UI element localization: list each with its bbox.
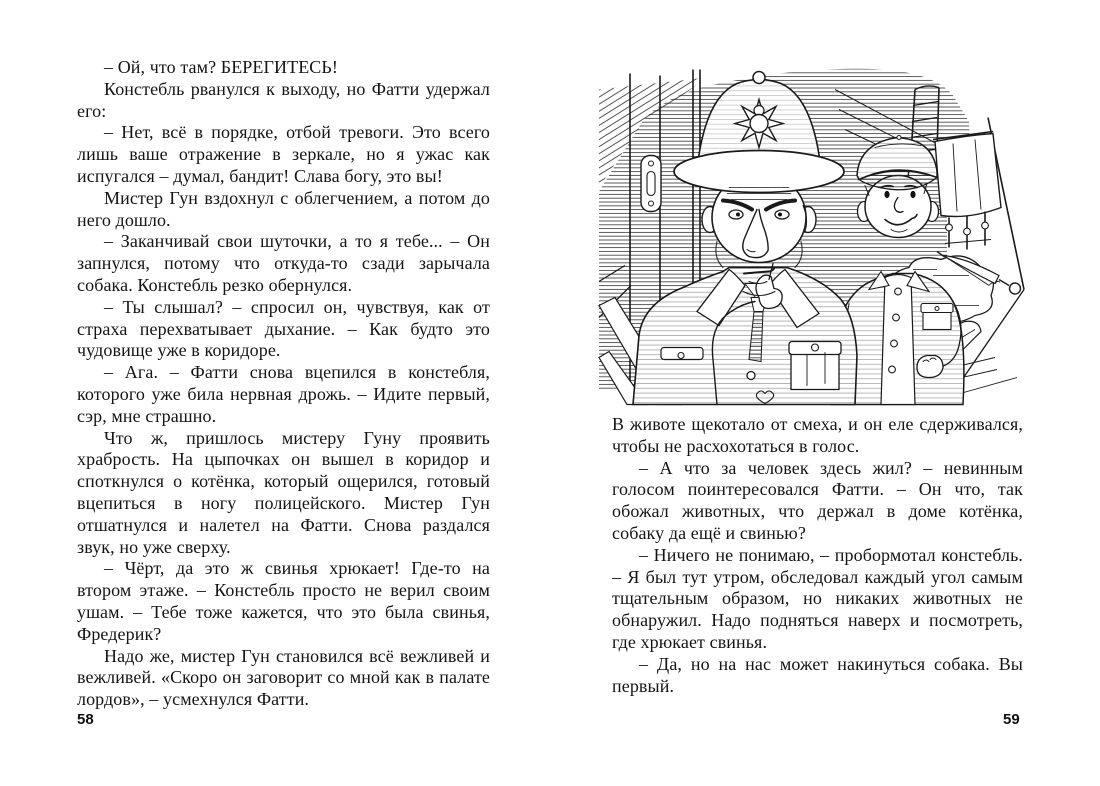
page-number-right: 59 bbox=[1003, 711, 1020, 728]
door-handle bbox=[641, 156, 661, 212]
paragraph: Мистер Гун вздохнул с облегчением, а потом до него дошло. bbox=[77, 187, 490, 230]
left-page-text bbox=[77, 57, 490, 711]
paragraph: – Да, но на нас может накинуться собака. Вы первый. bbox=[612, 653, 1023, 696]
paragraph: Надо же, мистер Гун становился всё вежливей и вежливей. «Скоро он заговорит со мной как в палате лордов», – усмехнулся Фатти. bbox=[77, 645, 490, 710]
paragraph: – Ой, что там? БЕРЕГИТЕСЬ! bbox=[104, 57, 338, 77]
helmet-star-badge bbox=[735, 100, 783, 148]
right-page-text bbox=[612, 414, 1023, 697]
paragraph: – Заканчивай свои шуточки, а то я тебе... – Он запнулся, потому что откуда-то сзади зарычала собака. Констебль резко обернулся. bbox=[77, 231, 490, 295]
paragraph: – Ничего не понимаю, – пробормотал констебль. – Я был тут утром, обследовал каждый угол самым тщательным образом, но никаких животных не обнаружил. Надо подняться наверх и посмотреть, где хрюкает свинья. bbox=[612, 544, 1023, 652]
paragraph: Констебль рванулся к выходу, но Фатти удержал его: bbox=[77, 78, 490, 121]
paragraph: – Ты слышал? – спросил он, чувствуя, как от страха перехватывает дыхание. – Как будто это чудовище уже в коридоре. bbox=[77, 296, 490, 361]
paragraph: – Чёрт, да это ж свинья хрюкает! Где-то на втором этаже. – Констебль просто не верил своим ушам. – Тебе тоже кажется, что это была свинья, Фредерик? bbox=[77, 558, 490, 644]
illustration bbox=[597, 58, 1039, 406]
paragraph: – Нет, всё в порядке, отбой тревоги. Это всего лишь ваше отражение в зеркале, но я ужас как испугался – думал, бандит! Слава богу, это вы! bbox=[77, 122, 490, 186]
paragraph: – А что за человек здесь жил? – невинным голосом поинтересовался Фатти. – Он что, так обожал животных, что держал в доме котёнка, собаку да ещё и свинью? bbox=[612, 457, 1023, 543]
constable-breast-pocket bbox=[789, 342, 841, 390]
boy-chest-pocket bbox=[921, 304, 953, 330]
paragraph: Что ж, пришлось мистеру Гуну проявить храбрость. На цыпочках он вышел в коридор и споткнулся о котёнка, который ощерился, готовый вцепиться в ногу полицейского. Мистер Гун отшатнулся и налетел на Фатти. Снова раздался звук, но уже сверху. bbox=[77, 427, 490, 557]
paragraph: В животе щекотало от смеха, и он еле сдерживался, чтобы не расхохотаться в голос. bbox=[612, 414, 1023, 456]
page-number-left: 58 bbox=[77, 711, 94, 728]
hallway-scene bbox=[597, 58, 1039, 406]
paragraph: – Ага. – Фатти снова вцепился в констебля, которого уже била нервная дрожь. – Идите первый, сэр, мне страшно. bbox=[77, 362, 490, 426]
